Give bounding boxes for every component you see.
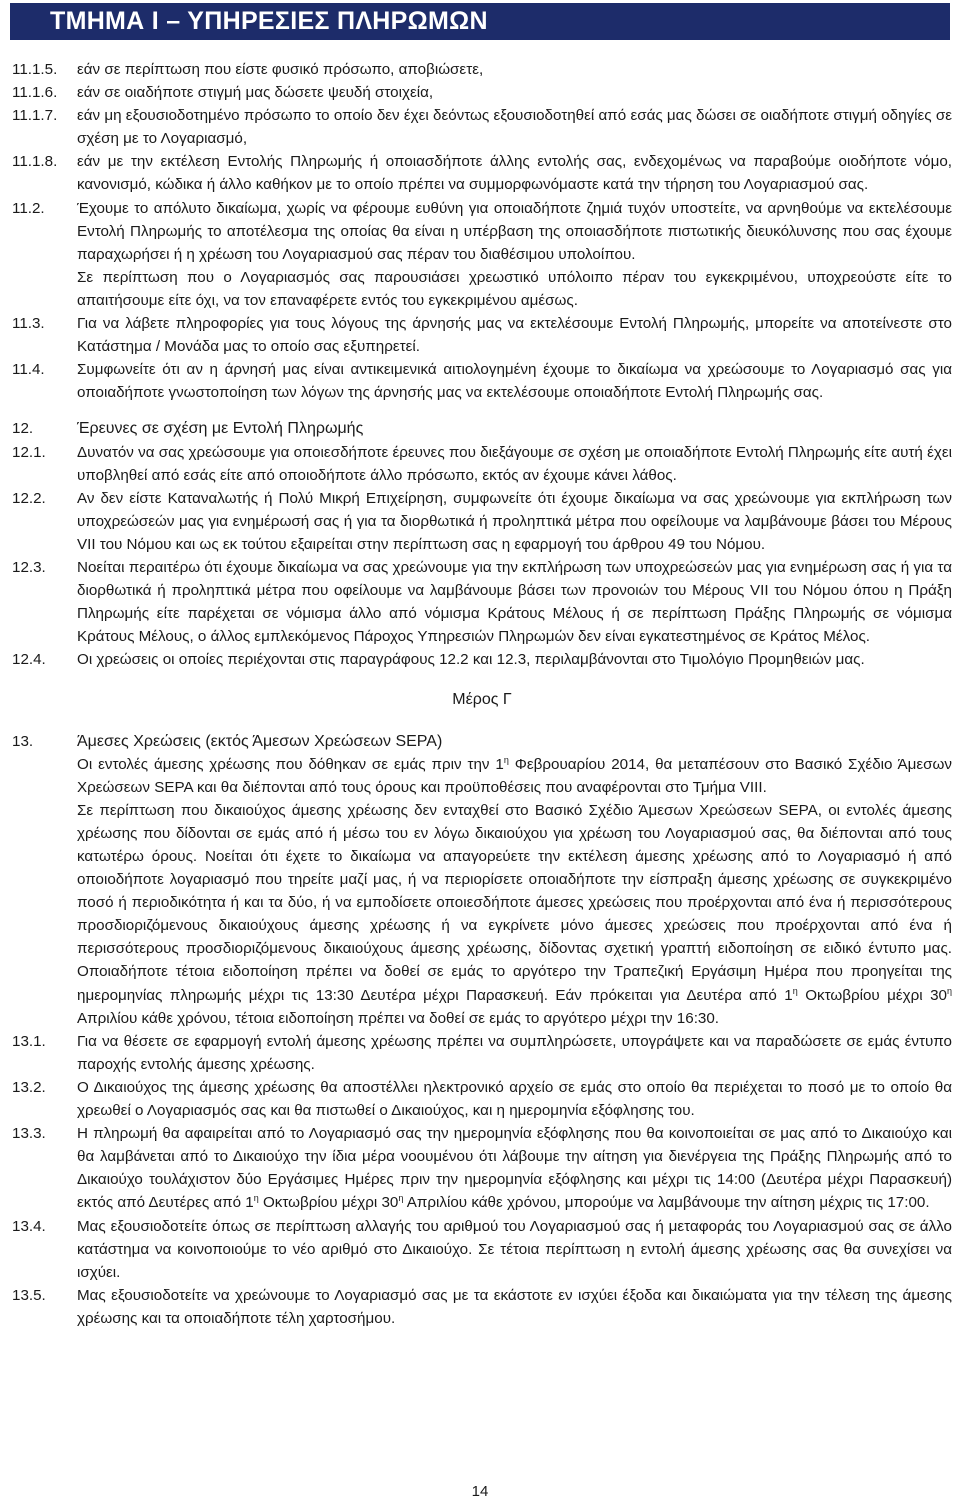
clause-paragraph: Έχουμε το απόλυτο δικαίωμα, χωρίς να φέρουμε ευθύνη για οποιαδήποτε ζημιά τυχόν υποστείτε, να αρνηθούμε να εκτελέσουμε Εντολή Πληρωμής το αποτέλεσμα της οποίας θα είναι η υπέρβαση της οποιασδήποτε πιστωτικής διευκόλυνσης που σας έχουμε παραχωρήσει ή η χρέωση του Λογαριασμού σας πέραν του διαθέσιμου υπολοίπου. bbox=[77, 199, 952, 263]
section-title: Άμεσες Χρεώσεις (εκτός Άμεσων Χρεώσεων SEPA) bbox=[77, 732, 443, 750]
clause-text bbox=[77, 197, 952, 312]
clause-11-1-5 bbox=[12, 58, 952, 81]
clause-number: 11.2. bbox=[12, 199, 45, 217]
clause-number: 11.4. bbox=[12, 361, 45, 379]
section-13-body bbox=[12, 753, 952, 1030]
text-run: Φεβρουαρίου 2014, θα μεταπέσουν στο Βασικό Σχέδιο Άμεσων Χρεώσεων SEPA και θα διέπονται από τους όρους και προϋποθέσεις που αναφέρονται στο Τμήμα VIII. bbox=[77, 755, 952, 796]
clause-12-2 bbox=[12, 487, 952, 556]
superscript: η bbox=[947, 985, 953, 996]
clause-text: εάν σε περίπτωση που είστε φυσικό πρόσωπο, αποβιώσετε, bbox=[77, 61, 484, 78]
text-run: Οκτωβρίου μέχρι 30 bbox=[797, 986, 947, 1004]
clause-number: 13.4. bbox=[12, 1217, 46, 1235]
clause-number-empty bbox=[12, 753, 77, 1030]
clause-number: 13.1. bbox=[12, 1032, 46, 1050]
clause-text: Νοείται περαιτέρω ότι έχουμε δικαίωμα να σας χρεώνουμε για την εκπλήρωση των υποχρεώσεών μας για ενημέρωση σας ή για τα διορθωτικά ή προληπτικά μέτρα που οφείλουμε να λαμβάνουμε βάσει των προνοιών του Μέρους VII του Νόμου όπου η Πράξη Πληρωμής είτε παρέχεται σε νόμισμα άλλο από νόμισμα Κράτους Μέλους ή σε περίπτωση Πράξης Πληρωμής σε νόμισμα Κράτους Μέλους, ο άλλος εμπλεκόμενος Πάροχος Υπηρεσιών Πληρωμών δεν είναι εγκατεστημένος σε Κράτος Μέλος. bbox=[77, 558, 952, 646]
superscript: η bbox=[792, 985, 798, 996]
clause-number: 13.5. bbox=[12, 1286, 46, 1304]
section-header: ΤΜΗΜΑ Ι – ΥΠΗΡΕΣΙΕΣ ΠΛΗΡΩΜΩΝ bbox=[10, 3, 950, 40]
section-text bbox=[77, 753, 952, 1030]
clause-text: Συμφωνείτε ότι αν η άρνησή μας είναι αντικειμενικά αιτιολογημένη έχουμε το δικαίωμα να χρεώσουμε το Λογαριασμό σας για οποιαδήποτε γνωστοποίηση των λόγων της άρνησής μας να εκτελέσουμε οποιαδήποτε Εντολή Πληρωμής σας. bbox=[77, 361, 952, 402]
text-run: Η πληρωμή θα αφαιρείται από το Λογαριασμό σας την ημερομηνία εξόφλησης που θα κοινοποιείται σε μας από το Δικαιούχο και θα λαμβάνεται από το Δικαιούχο την ίδια μέρα νοουμένου ότι λάβουμε την αίτηση για διενέργεια της Πράξης Πληρωμής από το Δικαιούχο τουλάχιστον δύο Εργάσιμες Ημέρες πριν την ημερομηνία εξόφλησης και μέχρι τις 14:00 (Δευτέρα μέχρι Παρασκευή) εκτός από Δευτέρες από 1 bbox=[77, 1125, 952, 1212]
clause-number: 12.3. bbox=[12, 558, 46, 576]
section-number: 13. bbox=[12, 732, 34, 750]
clause-text: Για να λάβετε πληροφορίες για τους λόγους της άρνησής μας να εκτελέσουμε Εντολή Πληρωμής, μπορείτε να αποτείνεστε στο Κατάστημα / Μονάδα μας το οποίο σας εξυπηρετεί. bbox=[77, 315, 952, 356]
clause-text: εάν μη εξουσιοδοτημένο πρόσωπο το οποίο δεν έχει δεόντως εξουσιοδοτηθεί από εσάς μας δώσει σε οιαδήποτε στιγμή οδηγίες σε σχέση με το Λογαριασμό, bbox=[77, 107, 952, 148]
clause-text: εάν με την εκτέλεση Εντολής Πληρωμής ή οποιασδήποτε άλλης εντολής σας, ενδεχομένως να παραβούμε οιοδήποτε νόμο, κανονισμό, κώδικα ή άλλο καθήκον με το οποίο πρέπει να συμμορφωνόμαστε κατά την τήρηση του Λογαριασμού σας. bbox=[77, 153, 952, 194]
clause-text: εάν σε οιαδήποτε στιγμή μας δώσετε ψευδή στοιχεία, bbox=[77, 84, 434, 102]
text-run: Οι εντολές άμεσης χρέωσης που δόθηκαν σε εμάς πριν την 1 bbox=[77, 755, 504, 773]
clause-text: Ο Δικαιούχος της άμεσης χρέωσης θα αποστέλλει ηλεκτρονικό αρχείο σε εμάς στο οποίο θα περιέχεται το ποσό με το οποίο θα χρεωθεί ο Λογαριασμός σας και θα πιστωθεί ο Δικαιούχος, και η ημερομηνία εξόφλησης του. bbox=[77, 1078, 952, 1120]
superscript: η bbox=[253, 1193, 259, 1204]
section-number: 12. bbox=[12, 420, 34, 438]
section-13 bbox=[12, 730, 952, 753]
text-run: Σε περίπτωση που δικαιούχος άμεσης χρέωσης δεν ενταχθεί στο Βασικό Σχέδιο Άμεσων Χρεώσεων SEPA, οι εντολές άμεσης χρέωσης που δίδονται σε εμάς από ή μέσω του εν λόγω δικαιούχου για χρέωση του Λογαριασμού σας, θα διέπονται από τους κατωτέρω όρους. Νοείται ότι έχετε το δικαίωμα να απαγορεύετε την εκτέλεση άμεσης χρέωσης από το Λογαριασμό ή από οποιοδήποτε λογαριασμό που τηρείτε μαζί μας, ή να περιορίσετε οποιαδήποτε την είσπραξη άμεσης χρέωσης σε συγκεκριμένο ποσό ή περιοδικότητα ή και τα δύο, ή να εμποδίσετε οποιεσδήποτε άμεσες χρεώσεις που προέρχονται από ένα ή περισσότερους προσδιοριζόμενους δικαιούχους άμεσης χρέωσης ή να εγκρίνετε μόνο άμεσες χρεώσεις που προέρχονται από ένα ή περισσότερους προσδιοριζόμενους δικαιούχους άμεσης χρέωσης, δίδοντας σχετική γραπτή ειδοποίηση σε ειδικό έντυπο μας. Οποιαδήποτε τέτοια ειδοποίηση πρέπει να δοθεί σε εμάς το αργότερο την Τραπεζική Εργάσιμη Ημέρα που προηγείται της ημερομηνίας πληρωμής μέχρι τις 13:30 Δευτέρα μέχρι Παρασκευή. Εάν πρόκειται για Δευτέρα από 1 bbox=[77, 801, 952, 1004]
text-run: Απριλίου κάθε χρόνου, τέτοια ειδοποίηση πρέπει να δοθεί σε εμάς το αργότερο μέχρι την 16:30. bbox=[77, 1009, 720, 1027]
section-paragraph bbox=[77, 753, 952, 799]
section-12-heading bbox=[12, 417, 952, 440]
clause-11-1-8 bbox=[12, 150, 952, 196]
clause-13-1 bbox=[12, 1030, 952, 1076]
clause-12-4 bbox=[12, 648, 952, 671]
clause-text: Για να θέσετε σε εφαρμογή εντολή άμεσης χρέωσης πρέπει να συμπληρώσετε, υπογράψετε και να παραδώσετε σε εμάς έντυπο παροχής εντολής άμεσης χρέωσης. bbox=[77, 1032, 952, 1073]
spacer bbox=[12, 404, 952, 417]
clause-number: 11.3. bbox=[12, 315, 45, 333]
clause-12-3 bbox=[12, 556, 952, 648]
clause-13-5 bbox=[12, 1284, 952, 1330]
spacer bbox=[12, 671, 952, 688]
document-body bbox=[12, 58, 952, 1330]
clause-11-2 bbox=[12, 197, 952, 312]
page-number: 14 bbox=[471, 1483, 489, 1500]
clause-text: Αν δεν είστε Καταναλωτής ή Πολύ Μικρή Επιχείρηση, συμφωνείτε ότι έχουμε δικαίωμα να σας χρεώνουμε για εκπλήρωση των υποχρεώσεών μας για ενημέρωσή σας ή για τα διορθωτικά ή προληπτικά μέτρα που οφείλουμε να λαμβάνουμε βάσει του Μέρους VII του Νόμου και ως εκ τούτου εξαιρείται στην περίπτωση σας η εφαρμογή του άρθρου 49 του Νόμου. bbox=[77, 489, 952, 553]
text-run: Απριλίου κάθε χρόνου, μπορούμε να λαμβάνουμε την αίτηση μέχρις τις 17:00. bbox=[403, 1194, 930, 1212]
clause-11-3 bbox=[12, 312, 952, 358]
section-title: Έρευνες σε σχέση με Εντολή Πληρωμής bbox=[77, 420, 364, 438]
text-run: Οκτωβρίου μέχρι 30 bbox=[258, 1194, 399, 1212]
clause-number: 13.2. bbox=[12, 1078, 46, 1096]
clause-11-1-7 bbox=[12, 104, 952, 150]
section-content bbox=[77, 730, 952, 753]
clause-number: 11.1.5. bbox=[12, 61, 58, 78]
clause-13-4 bbox=[12, 1215, 952, 1284]
clause-11-1-6 bbox=[12, 81, 952, 104]
clause-number: 12.2. bbox=[12, 489, 46, 507]
clause-text: Οι χρεώσεις οι οποίες περιέχονται στις παραγράφους 12.2 και 12.3, περιλαμβάνονται στο Τιμολόγιο Προμηθειών μας. bbox=[77, 651, 865, 669]
clause-13-2 bbox=[12, 1076, 952, 1122]
part-title: Μέρος Γ bbox=[452, 691, 512, 709]
clause-text bbox=[77, 1122, 952, 1214]
clause-number: 13.3. bbox=[12, 1125, 46, 1143]
superscript: η bbox=[398, 1193, 404, 1204]
clause-13-3 bbox=[12, 1122, 952, 1214]
section-paragraph bbox=[77, 799, 952, 1030]
clause-number: 11.1.7. bbox=[12, 107, 58, 125]
clause-12-1 bbox=[12, 441, 952, 487]
clause-text: Μας εξουσιοδοτείτε να χρεώνουμε το Λογαριασμό σας με τα εκάστοτε εν ισχύει έξοδα και δικαιώματα για την τέλεση της άμεσης χρέωσης και τα οποιαδήποτε τέλη χαρτοσήμου. bbox=[77, 1286, 952, 1327]
clause-number: 12.1. bbox=[12, 443, 46, 461]
clause-number: 11.1.6. bbox=[12, 84, 58, 102]
clause-number: 12.4. bbox=[12, 651, 46, 669]
clause-paragraph: Σε περίπτωση που ο Λογαριασμός σας παρουσιάσει χρεωστικό υπόλοιπο πέραν του εγκεκριμένου, υποχρεούστε είτε το απαιτήσουμε είτε όχι, να τον επαναφέρετε εντός του εγκεκριμένου αμέσως. bbox=[77, 268, 952, 309]
clause-text: Δυνατόν να σας χρεώσουμε για οποιεσδήποτε έρευνες που διεξάγουμε σε σχέση με οποιαδήποτε Εντολή Πληρωμής είτε αυτή έχει υποβληθεί από εσάς είτε από οποιοδήποτε άλλο πρόσωπο, εκτός αν έχουμε κάνει λάθος. bbox=[77, 443, 952, 484]
clause-11-4 bbox=[12, 358, 952, 404]
superscript: η bbox=[503, 754, 509, 765]
clause-number: 11.1.8. bbox=[12, 153, 58, 171]
clause-text: Μας εξουσιοδοτείτε όπως σε περίπτωση αλλαγής του αριθμού του Λογαριασμού σας ή μεταφοράς του Λογαριασμού σας σε άλλο κατάστημα να κοινοποιούμε το νέο αριθμό στο Δικαιούχο. Σε τέτοια περίπτωση η εντολή άμεσης χρέωσης σας θα συνεχίσει να ισχύει. bbox=[77, 1217, 952, 1281]
spacer bbox=[12, 712, 952, 730]
